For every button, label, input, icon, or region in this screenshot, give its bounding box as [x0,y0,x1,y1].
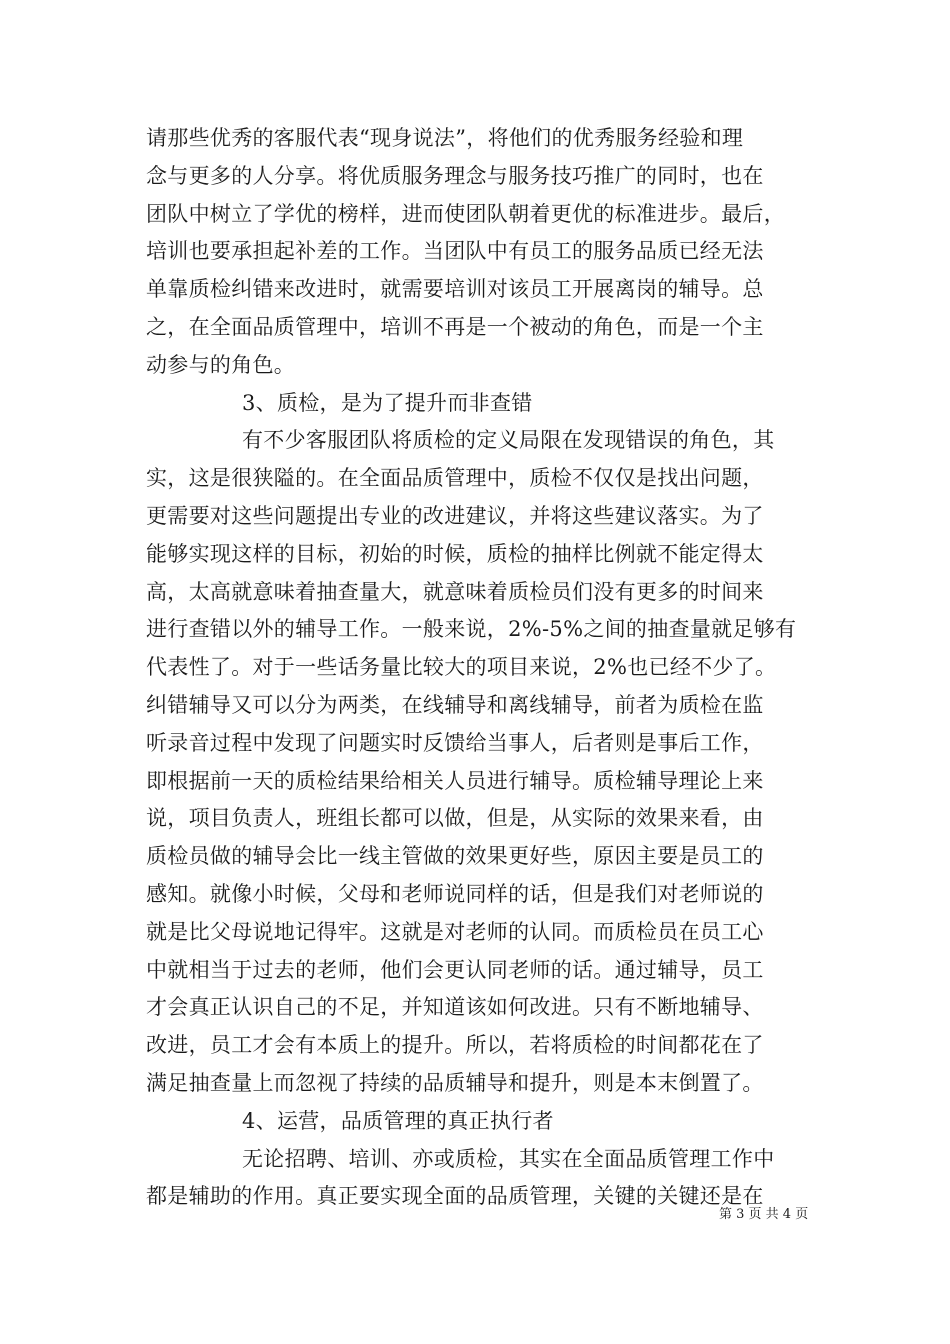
text-line: 动参与的角色。 [146,352,296,377]
text-line: 才会真正认识自己的不足，并知道该如何改进。只有不断地辅导、 [146,995,764,1020]
text-line: 高，太高就意味着抽查量大，就意味着质检员们没有更多的时间来 [146,579,764,604]
text-line: 更需要对这些问题提出专业的改进建议，并将这些建议落实。为了 [146,503,764,528]
text-line: 团队中树立了学优的榜样，进而使团队朝着更优的标准进步。最后， [146,201,785,226]
text-line: 就是比父母说地记得牢。这就是对老师的认同。而质检员在员工心 [146,919,764,944]
text-line: 代表性了。对于一些话务量比较大的项目来说，2%也已经不少了。 [146,655,777,680]
text-line: 听录音过程中发现了问题实时反馈给当事人，后者则是事后工作， [146,730,764,755]
text-line: 满足抽查量上而忽视了持续的品质辅导和提升，则是本末倒置了。 [146,1070,764,1095]
text-line: 单靠质检纠错来改进时，就需要培训对该员工开展离岗的辅导。总 [146,277,764,302]
section-heading: 3、质检，是为了提升而非查错 [242,390,533,415]
text-line: 实，这是很狭隘的。在全面品质管理中，质检不仅仅是找出问题， [146,466,764,491]
text-line: 能够实现这样的目标，初始的时候，质检的抽样比例就不能定得太 [146,541,764,566]
text-line: 无论招聘、培训、亦或质检，其实在全面品质管理工作中 [242,1146,775,1171]
text-line: 感知。就像小时候，父母和老师说同样的话，但是我们对老师说的 [146,881,764,906]
text-line: 改进，员工才会有本质上的提升。所以，若将质检的时间都花在了 [146,1033,764,1058]
text-line: 都是辅助的作用。真正要实现全面的品质管理，关键的关键还是在 [146,1184,764,1209]
text-line: 质检员做的辅导会比一线主管做的效果更好些，原因主要是员工的 [146,844,764,869]
section-heading: 4、运营，品质管理的真正执行者 [242,1108,554,1133]
text-line: 请那些优秀的客服代表“现身说法”，将他们的优秀服务经验和理 [146,126,744,150]
text-line: 中就相当于过去的老师，他们会更认同老师的话。通过辅导，员工 [146,957,764,982]
text-line: 进行查错以外的辅导工作。一般来说，2%-5%之间的抽查量就足够有 [146,617,797,642]
text-line: 纠错辅导又可以分为两类，在线辅导和离线辅导，前者为质检在监 [146,692,764,717]
text-line: 说，项目负责人，班组长都可以做，但是，从实际的效果来看，由 [146,806,764,831]
text-line: 有不少客服团队将质检的定义局限在发现错误的角色，其 [242,428,775,453]
page-number: 第 3 页 共 4 页 [719,1207,809,1222]
text-line: 之，在全面品质管理中，培训不再是一个被动的角色，而是一个主 [146,314,764,339]
text-line: 培训也要承担起补差的工作。当团队中有员工的服务品质已经无法 [146,239,764,264]
text-line: 即根据前一天的质检结果给相关人员进行辅导。质检辅导理论上来 [146,768,764,793]
body-text [146,120,806,1216]
text-line: 念与更多的人分享。将优质服务理念与服务技巧推广的同时，也在 [146,163,764,188]
